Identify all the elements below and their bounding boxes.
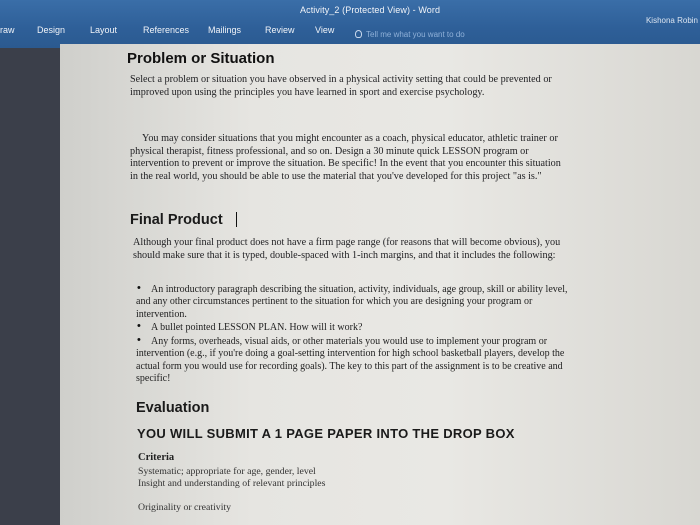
tell-me-search[interactable] xyxy=(355,30,465,39)
heading-final-product: Final Product xyxy=(130,212,223,228)
bullet-item: An introductory paragraph describing the situation, activity, individuals, age group, skill or ability level, and any other circumstances pertinent to the situation for which you are designing your program or intervention. xyxy=(136,284,568,320)
bullet-icon: • xyxy=(137,320,141,332)
heading-evaluation: Evaluation xyxy=(136,400,210,416)
lightbulb-icon xyxy=(355,30,362,38)
intro-paragraph: Select a problem or situation you have observed in a physical activity setting that could be prevented or improved upon using the principles you have learned in sport and exercise psychology. xyxy=(130,74,552,98)
tab-view[interactable]: View xyxy=(315,25,335,35)
tab-review[interactable]: Review xyxy=(265,25,295,35)
tab-design[interactable]: Design xyxy=(37,25,66,35)
tab-draw[interactable]: raw xyxy=(0,25,15,35)
text-cursor xyxy=(236,212,237,227)
window-title: Activity_2 (Protected View) - Word xyxy=(300,5,441,15)
word-ribbon xyxy=(0,0,700,48)
bullet-item: Any forms, overheads, visual aids, or other materials you would use to implement your program or intervention (e.g., if you're doing a goal-setting intervention for high school basketball players, develop the actual form you would use for recording goals). The key to this part of the assignment is to be creative and specific! xyxy=(136,336,565,385)
tab-mailings[interactable]: Mailings xyxy=(208,25,242,35)
submit-instruction: YOU WILL SUBMIT A 1 PAGE PAPER INTO THE DROP BOX xyxy=(137,426,515,441)
user-name[interactable]: Kishona Robin xyxy=(645,16,698,25)
heading-problem: Problem or Situation xyxy=(127,50,275,67)
criteria-item: Insight and understanding of relevant principles xyxy=(138,478,326,489)
criteria-item: Systematic; appropriate for age, gender, level xyxy=(138,466,316,477)
situation-paragraph: You may consider situations that you might encounter as a coach, physical educator, athletic trainer or physical therapist, fitness professional, and so on. Design a 30 minute quick LESSON program or intervention to prevent or improve the situation. Be specific! In the event that you encounter this situation in the real world, you should be able to use the material that you've developed for this project "as is." xyxy=(130,133,561,182)
tab-layout[interactable]: Layout xyxy=(90,25,118,35)
final-paragraph: Although your final product does not have a firm page range (for reasons that will become obvious), you should make sure that it is typed, double-spaced with 1-inch margins, and that it includes the following: xyxy=(133,237,561,261)
tab-references[interactable]: References xyxy=(143,25,190,35)
bullet-icon: • xyxy=(137,334,141,346)
tell-me-text: Tell me what you want to do xyxy=(366,30,465,39)
bullet-item: A bullet pointed LESSON PLAN. How will it work? xyxy=(151,322,363,333)
bullet-icon: • xyxy=(137,282,141,294)
criteria-item: Originality or creativity xyxy=(138,502,232,513)
ribbon-tabs xyxy=(0,25,700,39)
criteria-heading: Criteria xyxy=(138,452,175,463)
